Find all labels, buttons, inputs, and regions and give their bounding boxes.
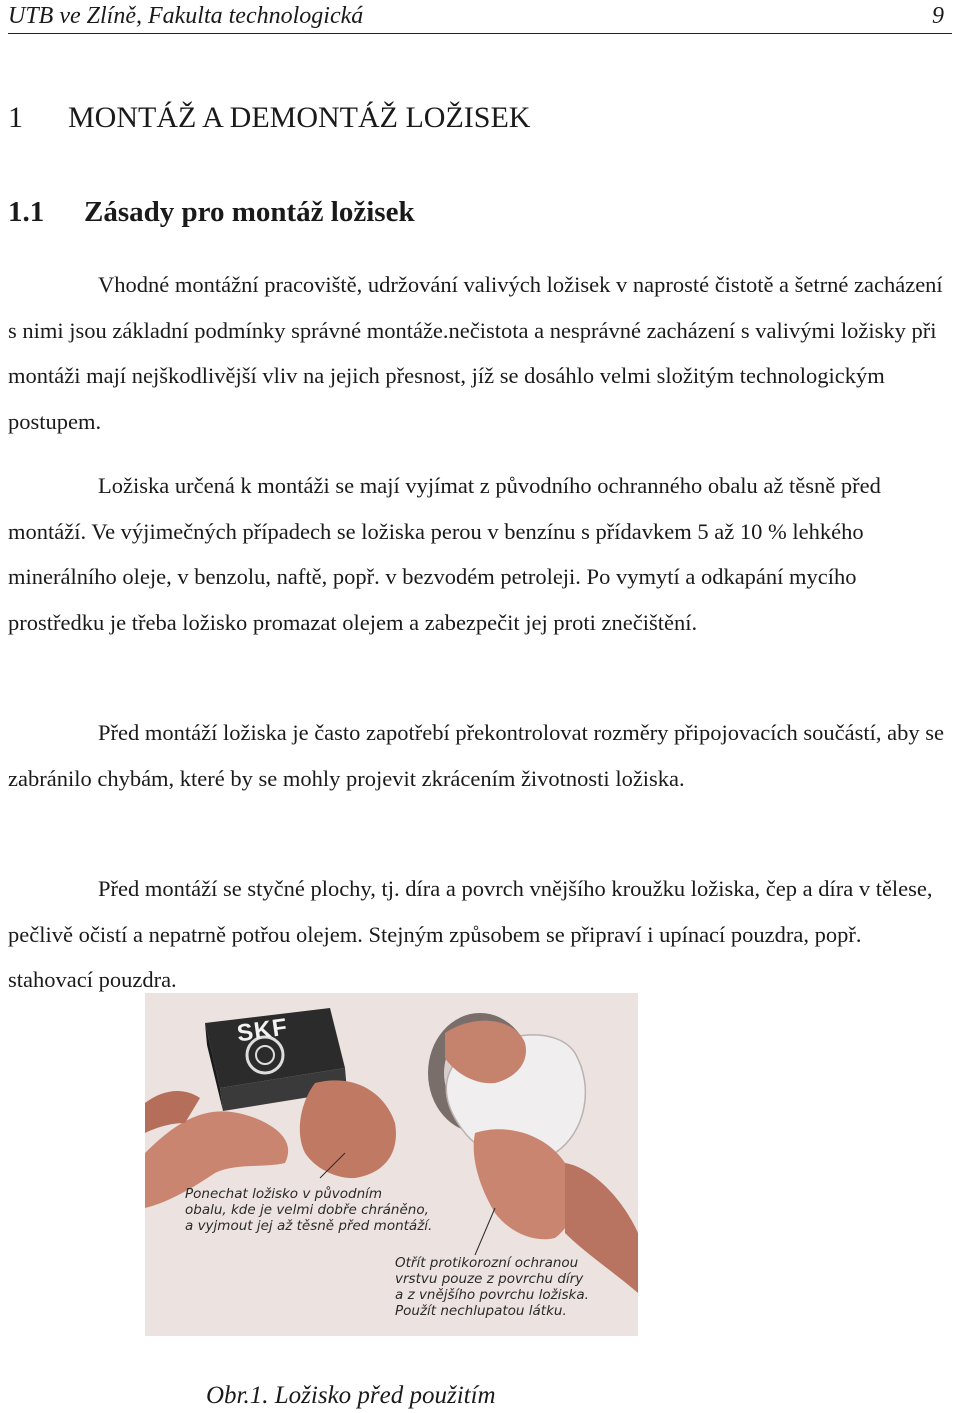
section-heading <box>8 192 415 232</box>
page-number: 9 <box>932 3 944 29</box>
paragraph-4 <box>8 866 952 1003</box>
figure-caption: Obr.1. Ložisko před použitím <box>206 1382 496 1409</box>
brand-logo: SKF <box>235 1013 290 1048</box>
section-number: 1.1 <box>8 196 45 228</box>
paragraph-3 <box>8 710 952 801</box>
paragraph-1 <box>8 262 952 444</box>
paragraph-2-text: Ložiska určená k montáži se mají vyjímat z původního ochranného obalu až těsně před montáží. Ve výjimečných případech se ložiska perou v benzínu s přídavkem 5 až 10 % lehkého minerálního oleje, v benzolu, naftě, popř. v bezvodém petroleji. Po vymytí a odkapání mycího prostředku je třeba ložisko promazat olejem a zabezpečit jej proti znečištění. <box>8 473 881 635</box>
paragraph-3-text: Před montáží ložiska je často zapotřebí překontrolovat rozměry připojovacích součástí, aby se zabránilo chybám, které by se mohly projevit zkrácením životnosti ložiska. <box>8 720 944 791</box>
paragraph-2 <box>8 463 952 645</box>
paragraph-4-text: Před montáží se styčné plochy, tj. díra a povrch vnějšího kroužku ložiska, čep a díra v tělese, pečlivě očistí a nepatrně potřou olejem. Stejným způsobem se připraví i upínací pouzdra, popř. stahovací pouzdra. <box>8 876 933 992</box>
header-title: UTB ve Zlíně, Fakulta technologická <box>8 3 364 29</box>
figure-note-right: Otřít protikorozní ochranou vrstvu pouze z povrchu díry a z vnějšího povrchu ložiska. Použít nechlupatou látku. <box>395 1255 589 1319</box>
page-header <box>8 0 952 34</box>
paragraph-1-text: Vhodné montážní pracoviště, udržování valivých ložisek v naprosté čistotě a šetrné zacházení s nimi jsou základní podmínky správné montáže.nečistota a nesprávné zacházení s valivými ložisky při montáži mají nejškodlivější vliv na jejich přesnost, jíž se dosáhlo velmi složitým technologickým postupem. <box>8 272 943 434</box>
section-title: Zásady pro montáž ložisek <box>84 196 415 228</box>
figure-note-left: Ponechat ložisko v původním obalu, kde je velmi dobře chráněno, a vyjmout jej až těsně před montáží. <box>185 1186 433 1234</box>
chapter-title: MONTÁŽ A DEMONTÁŽ LOŽISEK <box>68 101 531 134</box>
chapter-number: 1 <box>8 101 23 134</box>
bearing-illustration <box>145 993 638 1336</box>
chapter-heading <box>8 98 530 138</box>
